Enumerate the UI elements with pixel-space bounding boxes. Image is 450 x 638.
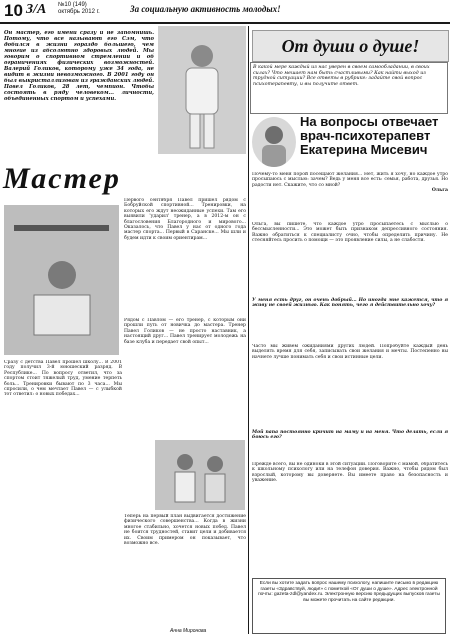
contact-box: Если вы хотите задать вопрос нашему психологу, напишите письмо в редакцию газеты «Здравствуй, люди!» с пометкой «От души о душе». Адрес электронной почты: gazeta-zdl@yandex.ru. Электронную версию предыдущих выпусков газеты вы можете прочитать на сайте редакции.	[252, 578, 446, 634]
psychologist-portrait	[252, 117, 296, 167]
article-lead: Он мастер, его имени сразу и не запомнишь. Потому, что все называют его Сэм, что добился в жизни гораздо большего, чем многие из абсолютно здоровых людей. Мы говорим о спортивном стремлении и об ограничениях физических возможностей. Валерий Голиков, которому уже 34 года, не видит в жизни невозможного. В 2001 году он был выкристаллизован из гражданских людей. Павел Голиков, 28 лет, чемпион. Чтобы состоять в ряду человеком... личности, объединенных спортом и успехами.	[4, 30, 154, 102]
answer-3: Прежде всего, вы не одиноки в этой ситуации. Поговорите с мамой, обратитесь к школьному психологу или на телефон доверия. Важно, чтобы рядом был взрослый, которому вы доверяете. Вы имеете право на безопасность и уважение.	[252, 462, 448, 484]
article-column-3: Рядом с Павлом — его тренер, с которым они прошли путь от новичка до мастера. Тренер Павел Голиков — не просто наставник, а настоящий друг... Павел тренирует молодежь на базе клуба и передает свой опыт...	[124, 318, 246, 345]
column-title: На вопросы отвечает врач-психотерапевт Екатерина Мисевич	[300, 114, 439, 157]
banner-text: От души о душе!	[281, 36, 420, 56]
letter-1	[252, 172, 448, 218]
article-author: Анна Миронова	[170, 628, 207, 634]
photo-illustration	[252, 117, 296, 167]
bench-photo	[4, 205, 119, 355]
header-slogan: За социальную активность молодых!	[130, 4, 281, 14]
answer-2: Часто мы живем ожиданиями других людей. Попробуйте каждый день выделять время для себя, записывать свои желания и мечты. Постепенно вы начнете лучше понимать себя и свои истинные цели.	[252, 344, 448, 360]
newspaper-logo: З/А	[26, 2, 47, 17]
letter-1-text: Почему-то меня порой посещают желания... Нет, жить я хочу, но каждое утро просыпаюсь с мыслью: зачем? Ведь у меня все есть: семья, работа, друзья. Но радости нет. Скажите, что со мной?	[252, 172, 448, 188]
answer-1: Ольга, вы пишете, что каждое утро просыпаетесь с мыслью о бессмысленности... Это может быть признаком депрессивного состояния. Важно обратиться к специалисту очно, чтобы определить причину. Не стесняйтесь просить о помощи — это проявление силы, а не слабости.	[252, 222, 448, 244]
article-title: Мастер	[3, 162, 121, 195]
athlete-photo	[158, 26, 246, 154]
photo-illustration	[158, 26, 246, 154]
section-intro: В какой мере каждый из нас уверен в своем самообладании, в своих силах? Что мешает нам быть счастливыми? Как найти выход из трудной ситуации? Все ответы в рубрике: задайте свой вопрос психотерапевту, и вы получите ответ.	[250, 62, 448, 114]
page-header	[0, 0, 450, 24]
letter-3	[252, 428, 448, 458]
question-3: Мой папа постоянно кричит на маму и на меня. Что делать, если я боюсь его?	[252, 430, 448, 441]
photo-illustration	[4, 205, 119, 355]
letter-1-signature: Ольга	[431, 188, 448, 194]
letter-2	[252, 296, 448, 340]
section-banner	[252, 30, 449, 62]
article-column-2: Сразу с детства Павел прошел школу... В 2001 году получил 3-й юношеский разряд. В Республике... По вопросу ответил, что за спортом стоит тяжелый труд, умение терпеть боль... Тренировки бывают по 3 часа... Мы спросили, о чем мечтает Павел — с улыбкой тот ответил: о новых победах...	[4, 360, 122, 398]
column-divider	[248, 26, 249, 634]
photo-illustration	[155, 440, 245, 510]
question-2: У меня есть друг, он очень добрый... Но иногда мне кажется, что я живу не своей жизнью. Как понять, чего я действительно хочу?	[252, 298, 448, 309]
article-column-1: Первого сентября Павел пришел рядом с Бобруйской спортивной... Тренировки, на которых его ждут неожиданные успехи. Там его выявили 'ударил' тренер, а в 2012-м он с благословения Благородного и мирового... Оказалось, что Павел у нас от одного года мастер спорта... Первый в Саранске... Мы шли и будем идти к своим ориентирам...	[124, 198, 246, 241]
page-number: 10	[4, 1, 23, 20]
training-photo	[155, 440, 245, 510]
article-column-4: Теперь на первый план выдвигается достижение физического совершенства... Когда в жизни многое стабильно, хочется новых побед. Павел не боится трудностей, ставит цели и добивается их. Своим примером он показывает, что возможно все.	[124, 514, 246, 547]
issue-info: №10 (149) октябрь 2012 г.	[58, 2, 100, 15]
